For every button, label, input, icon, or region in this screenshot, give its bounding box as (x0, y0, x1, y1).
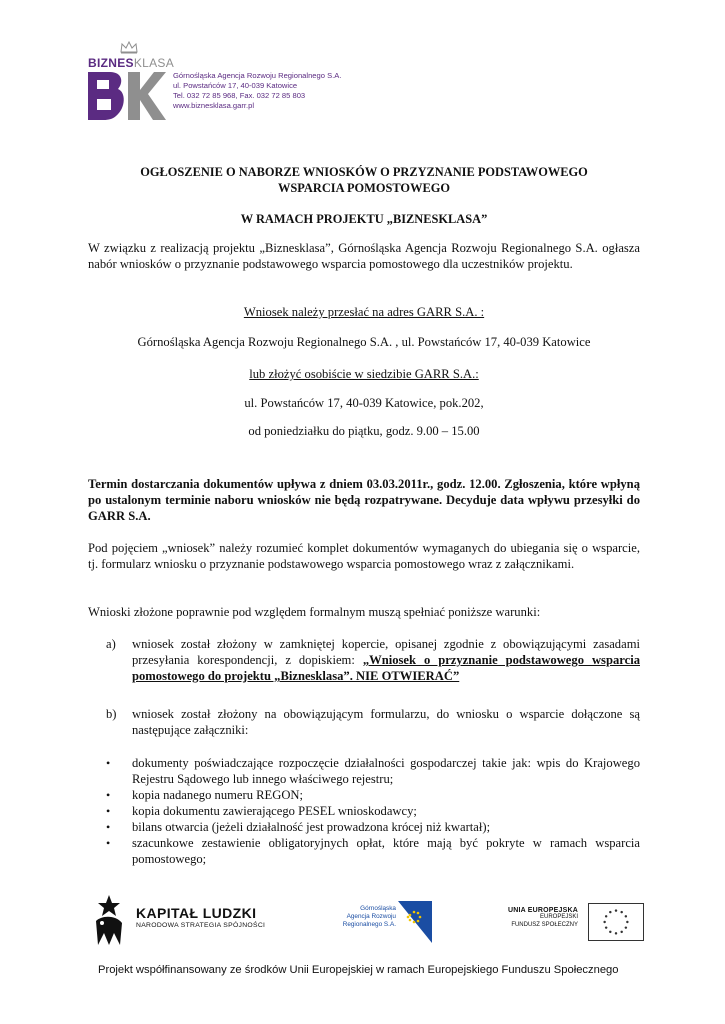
bullet-icon: • (106, 820, 111, 834)
definition-paragraph: Pod pojęciem „wniosek” należy rozumieć komplet dokumentów wymaganych do ubiegania się o wsparcie, tj. formularz wniosku o przyznanie podstawowego wsparcia pomostowego wraz z załącznikami. (88, 541, 640, 571)
list-item: • kopia dokumentu zawierającego PESEL wnioskodawcy; (106, 804, 417, 818)
send-address: Górnośląska Agencja Rozwoju Regionalnego S.A. , ul. Powstańców 17, 40-039 Katowice (137, 335, 591, 349)
title-line-1: OGŁOSZENIE O NABORZE WNIOSKÓW O PRZYZNANIE PODSTAWOWEGO (140, 165, 588, 179)
project-title: W RAMACH PROJEKTU „BIZNESKLASA” (240, 212, 488, 226)
org-website: www.biznesklasa.garr.pl (173, 101, 255, 110)
eu-flag-icon (588, 903, 644, 941)
condition-a (88, 636, 640, 684)
deadline-paragraph: Termin dostarczania dokumentów upływa z dniem 03.03.2011r., godz. 12.00. Zgłoszenia, które wpłyną po ustalonym terminie naboru wniosków nie będą rozpatrywane. Decyduje data wpływu przesyłki do GARR S.A. (88, 477, 640, 523)
condition-a-text: wniosek został złożony w zamkniętej kopercie, opisanej zgodnie z obowiązującymi zasadami przesyłania korespondencji, z dopiskiem: (132, 637, 640, 667)
garr-flag-icon (398, 901, 432, 943)
kl-subtitle: NARODOWA STRATEGIA SPÓJNOŚCI (136, 922, 266, 929)
bullet-icon: • (106, 836, 111, 850)
logo-wordmark (88, 56, 174, 70)
garr-logo (338, 901, 432, 943)
cofinancing-note: Projekt współfinansowany ze środków Unii Europejskiej w ramach Europejskiego Funduszu Społecznego (98, 964, 619, 976)
condition-b-text: wniosek został złożony na obowiązującym formularzu, do wniosku o wsparcie dołączone są następujące załączniki: (132, 707, 640, 737)
eu-title: UNIA EUROPEJSKA (507, 907, 578, 914)
org-name: Górnośląska Agencja Rozwoju Regionalnego S.A. (173, 71, 342, 80)
org-contact-block (173, 71, 341, 111)
org-address: ul. Powstańców 17, 40-039 Katowice (173, 81, 298, 90)
condition-b-marker: b) (106, 707, 117, 721)
logo-word-light: KLASA (133, 56, 175, 70)
footer-logos (90, 893, 650, 953)
org-phone: Tel. 032 72 85 968, Fax. 032 72 85 803 (173, 91, 306, 100)
kl-title: KAPITAŁ LUDZKI (136, 905, 257, 921)
conditions-intro: Wnioski złożone poprawnie pod względem formalnym muszą spełniać poniższe warunki: (88, 605, 541, 619)
kapital-ludzki-text (136, 905, 265, 929)
bullet-icon: • (106, 804, 111, 818)
bullet-icon: • (106, 788, 111, 802)
list-item: • dokumenty poświadczające rozpoczęcie działalności gospodarczej takie jak: wpis do Krajowego Rejestru Sądowego lub innego właściwego rejestru; (106, 756, 640, 786)
eu-fund-line1: EUROPEJSKI (539, 914, 578, 920)
title-line-2: WSPARCIA POMOSTOWEGO (278, 181, 450, 195)
bk-monogram-icon (88, 72, 166, 120)
list-item: • kopia nadanego numeru REGON; (106, 788, 304, 802)
kapital-ludzki-icon (90, 893, 128, 947)
crown-icon (120, 40, 138, 54)
send-heading: Wniosek należy przesłać na adres GARR S.A. : (243, 305, 485, 319)
condition-a-marker: a) (106, 637, 116, 651)
attachments-list (88, 755, 640, 867)
eu-text (498, 907, 578, 929)
logo-word-bold: BIZNES (88, 56, 134, 70)
condition-a-emphasis: „Wniosek o przyznanie podstawowego wsparcia pomostowego do projektu „Biznesklasa”. NIE OTWIERAĆ” (132, 653, 640, 683)
office-hours: od poniedziałku do piątku, godz. 9.00 – 15.00 (248, 424, 480, 438)
eu-fund-line2: FUNDUSZ SPOŁECZNY (511, 921, 578, 928)
list-item: • szacunkowe zestawienie obligatoryjnych opłat, które mają być pokryte w ramach wsparcia pomostowego; (106, 836, 640, 866)
list-item: • bilans otwarcia (jeżeli działalność jest prowadzona krócej niż kwartał); (106, 820, 491, 834)
condition-b (88, 706, 640, 738)
bullet-icon: • (106, 756, 111, 770)
garr-text: Górnośląska Agencja Rozwoju Regionalnego S.A. (342, 905, 396, 928)
personal-heading: lub złożyć osobiście w siedzibie GARR S.A.: (249, 367, 479, 381)
intro-paragraph: W związku z realizacją projektu „Biznesklasa”, Górnośląska Agencja Rozwoju Regionalnego S.A. ogłasza nabór wniosków o przyznanie podstawowego wsparcia pomostowego dla uczestników projektu. (88, 241, 640, 271)
announcement-title (88, 164, 640, 196)
personal-address: ul. Powstańców 17, 40-039 Katowice, pok.202, (244, 396, 484, 410)
biznesklasa-logo (88, 40, 378, 122)
